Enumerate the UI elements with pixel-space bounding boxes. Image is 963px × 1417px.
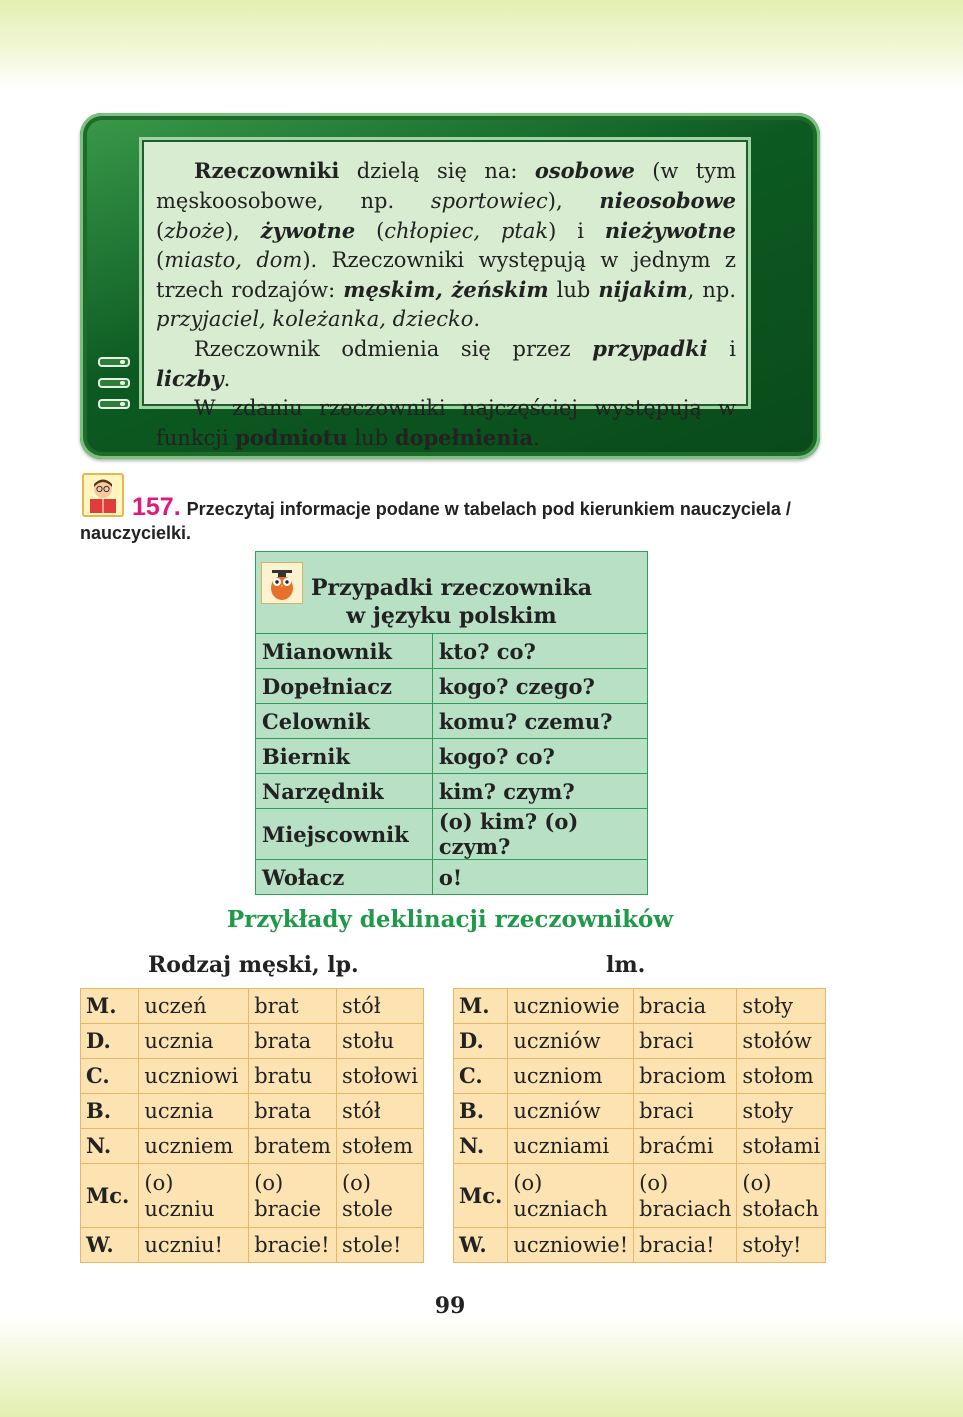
rule-text-run: lub [548, 278, 599, 302]
rule-text-run: podmiotu [235, 425, 348, 450]
declension-form: ucznia [139, 1024, 249, 1059]
rule-text-run: lub [347, 426, 395, 450]
declension-form: bratem [249, 1129, 337, 1164]
plural-declension-table [453, 988, 826, 1263]
case-name: Celownik [256, 704, 433, 739]
table-row [81, 989, 424, 1024]
case-name: Biernik [256, 739, 433, 774]
pin-icon [98, 399, 130, 409]
rule-text-panel [142, 140, 748, 450]
declension-form: (o) stole [336, 1164, 423, 1228]
declension-form: stołem [336, 1129, 423, 1164]
table-row [256, 860, 648, 895]
declension-form: bracia [634, 989, 737, 1024]
rule-text-run: miasto, dom [164, 248, 303, 272]
declension-form: (o) uczniu [139, 1164, 249, 1228]
table-row [81, 1164, 424, 1228]
rule-text-run: zboże [164, 219, 225, 243]
declension-form: ucznia [139, 1094, 249, 1129]
pin-icon [98, 357, 130, 367]
rule-text-run: W zdaniu rzeczowniki najczęściej występują w funkcji [156, 396, 736, 450]
case-name: Dopełniacz [256, 669, 433, 704]
declension-form: stole! [336, 1228, 423, 1263]
declension-title: Przykłady deklinacji rzeczowników [226, 906, 674, 933]
rule-text-run: sportowiec [430, 189, 548, 213]
rule-text-run: chłopiec, ptak [384, 219, 549, 243]
declension-form: stołów [737, 1024, 826, 1059]
declension-form: braci [634, 1024, 737, 1059]
cases-title-line1: Przypadki rzeczownika [310, 574, 593, 601]
declension-form: stoły [737, 1094, 826, 1129]
table-row [454, 1164, 826, 1228]
declension-form: stół [336, 989, 423, 1024]
case-name: Narzędnik [256, 774, 433, 809]
rule-text-run: Rzeczownik odmienia się przez [194, 337, 593, 361]
declension-form: braciom [634, 1059, 737, 1094]
rule-text-run: żywotne [260, 218, 356, 243]
rule-text-run: ( [156, 248, 165, 272]
case-abbreviation: Mc. [81, 1164, 139, 1228]
table-row [454, 989, 826, 1024]
pin-icon [98, 378, 130, 388]
chalkboard-pins [98, 357, 130, 420]
rule-paragraph-2 [156, 334, 736, 394]
cases-table [255, 551, 648, 895]
declension-form: braci [634, 1094, 737, 1129]
case-question: kogo? co? [432, 739, 647, 774]
rule-text-run: . [533, 426, 540, 450]
case-abbreviation: N. [81, 1129, 139, 1164]
rule-text-run: ), [224, 219, 261, 243]
declension-form: uczniu! [139, 1228, 249, 1263]
case-question: komu? czemu? [432, 704, 647, 739]
declension-form: stołom [737, 1059, 826, 1094]
declension-form: stoły [737, 989, 826, 1024]
top-band [0, 0, 963, 90]
singular-declension-table [80, 988, 424, 1263]
table-row [81, 1024, 424, 1059]
case-abbreviation: B. [81, 1094, 139, 1129]
rule-text-run: męskim, żeńskim [343, 277, 549, 302]
rule-text-run: (w tym męskoosobowe, np. [156, 159, 736, 213]
case-name: Miejscownik [256, 809, 433, 860]
declension-form: (o) bracie [249, 1164, 337, 1228]
case-abbreviation: M. [81, 989, 139, 1024]
declension-form: braćmi [634, 1129, 737, 1164]
table-row [256, 809, 648, 860]
declension-form: uczniem [139, 1129, 249, 1164]
bottom-band [0, 1317, 963, 1417]
table-row [81, 1129, 424, 1164]
rule-text-run: liczby [156, 366, 224, 391]
case-abbreviation: W. [454, 1228, 508, 1263]
rule-text-run: dopełnienia [394, 425, 534, 450]
rule-text-run: , np. [687, 278, 736, 302]
rule-text-run: nieżywotne [604, 218, 736, 243]
rule-text-run: ), [547, 189, 600, 213]
exercise-text: Przeczytaj informacje podane w tabelach pod kierunkiem nauczyciela / nauczycielki. [80, 499, 791, 543]
rule-text-run: osobowe [534, 158, 635, 183]
declension-form: brat [249, 989, 337, 1024]
rule-paragraph-1 [156, 156, 736, 334]
declension-form: bratu [249, 1059, 337, 1094]
table-row [454, 1228, 826, 1263]
case-name: Mianownik [256, 634, 433, 669]
table-row [256, 704, 648, 739]
declension-form: stoły! [737, 1228, 826, 1263]
rule-text-run: dzielą się na: [339, 159, 535, 183]
declension-form: uczniom [508, 1059, 634, 1094]
table-row [256, 774, 648, 809]
rule-paragraph-3 [156, 394, 736, 453]
table-row [454, 1059, 826, 1094]
declension-form: uczniowie! [508, 1228, 634, 1263]
table-row [256, 739, 648, 774]
table-row [81, 1228, 424, 1263]
rule-chalkboard [80, 113, 820, 459]
case-question: kto? co? [432, 634, 647, 669]
rule-text-run: nijakim [598, 277, 688, 302]
declension-form: stołowi [336, 1059, 423, 1094]
singular-label: Rodzaj męski, lp. [148, 952, 359, 978]
declension-form: brata [249, 1094, 337, 1129]
rule-text-run: i [707, 337, 736, 361]
case-abbreviation: B. [454, 1094, 508, 1129]
case-abbreviation: W. [81, 1228, 139, 1263]
declension-form: stołu [336, 1024, 423, 1059]
case-abbreviation: M. [454, 989, 508, 1024]
case-name: Wołacz [256, 860, 433, 895]
case-abbreviation: C. [454, 1059, 508, 1094]
rule-text-run: przypadki [592, 336, 708, 361]
declension-form: bracie! [249, 1228, 337, 1263]
declension-form: (o) stołach [737, 1164, 826, 1228]
declension-form: uczniami [508, 1129, 634, 1164]
case-abbreviation: C. [81, 1059, 139, 1094]
declension-form: (o) braciach [634, 1164, 737, 1228]
declension-form: uczniowi [139, 1059, 249, 1094]
case-abbreviation: N. [454, 1129, 508, 1164]
rule-text-run: ( [355, 219, 385, 243]
exercise-heading [80, 495, 830, 545]
plural-label: lm. [606, 952, 646, 978]
case-question: o! [432, 860, 647, 895]
declension-form: bracia! [634, 1228, 737, 1263]
case-abbreviation: D. [454, 1024, 508, 1059]
page-number: 99 [434, 1293, 466, 1319]
case-abbreviation: Mc. [454, 1164, 508, 1228]
rule-text-run: ( [156, 219, 165, 243]
case-question: kogo? czego? [432, 669, 647, 704]
table-row [454, 1094, 826, 1129]
case-abbreviation: D. [81, 1024, 139, 1059]
declension-form: stołami [737, 1129, 826, 1164]
rule-text-run: ). Rzeczowniki występują w jednym z trzech rodzajów: [156, 248, 736, 302]
declension-form: uczniowie [508, 989, 634, 1024]
rule-text-run: nieosobowe [599, 188, 736, 213]
table-row [454, 1024, 826, 1059]
declension-form: uczniów [508, 1024, 634, 1059]
table-row [256, 634, 648, 669]
owl-teacher-icon [261, 562, 303, 604]
rule-text-run: . [223, 367, 231, 391]
declension-form: stół [336, 1094, 423, 1129]
rule-text-run: Rzeczowniki [194, 158, 340, 183]
case-question: (o) kim? (o) czym? [432, 809, 647, 860]
declension-form: (o) uczniach [508, 1164, 634, 1228]
rule-text-run: przyjaciel, koleżanka, dziecko [156, 307, 474, 331]
declension-form: uczniów [508, 1094, 634, 1129]
cases-table-title [256, 552, 648, 634]
table-row [454, 1129, 826, 1164]
table-row [81, 1059, 424, 1094]
rule-text-run: ) i [548, 219, 605, 243]
cases-title-line2: w języku polskim [346, 602, 557, 629]
rule-text-run: . [473, 307, 481, 331]
declension-form: brata [249, 1024, 337, 1059]
case-question: kim? czym? [432, 774, 647, 809]
table-row [81, 1094, 424, 1129]
table-row [256, 669, 648, 704]
exercise-number: 157. [132, 493, 181, 521]
declension-form: uczeń [139, 989, 249, 1024]
